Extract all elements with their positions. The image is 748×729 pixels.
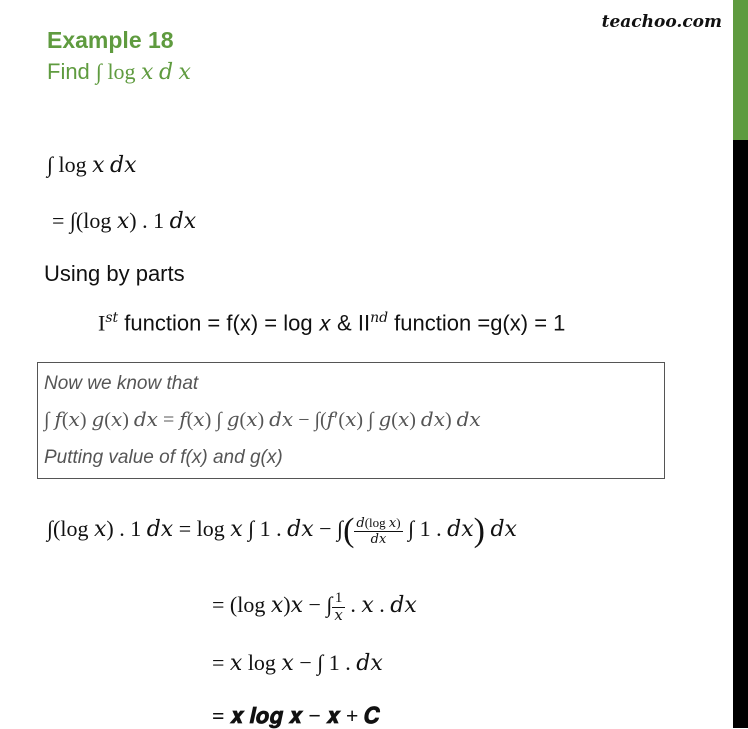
box-intro: Now we know that <box>44 373 199 394</box>
step-1-paren-close: ) <box>473 512 485 549</box>
function-definition <box>98 310 565 336</box>
step-3: = 𝑥 log 𝑥 − ∫ 1 . 𝑑𝑥 <box>212 650 383 675</box>
by-parts-formula: ∫ 𝑓(𝑥) 𝑔(𝑥) 𝑑𝑥 = 𝑓(𝑥) ∫ 𝑔(𝑥) 𝑑𝑥 − ∫(𝑓′(𝑥) ∫ 𝑔(𝑥) 𝑑𝑥) 𝑑𝑥 <box>44 409 481 431</box>
first-func-roman: I <box>98 310 106 336</box>
scroll-accent-bar <box>733 0 748 140</box>
derivative-numerator: 𝑑(log 𝑥) <box>356 515 401 531</box>
reciprocal-numerator: 1 <box>332 590 344 608</box>
final-answer: = 𝒙 𝒍𝒐𝒈 𝒙 − 𝒙 + 𝑪 <box>212 703 380 728</box>
step-1-lhs: ∫(log 𝑥) . 1 𝑑𝑥 = log 𝑥 ∫ 1 . 𝑑𝑥 − ∫ <box>47 516 344 542</box>
derivative-denominator: 𝑑𝑥 <box>370 530 387 546</box>
step-2 <box>212 590 417 624</box>
second-func-sup: 𝑛𝑑 <box>370 311 389 326</box>
step-1 <box>47 512 517 550</box>
first-func-sup: 𝑠𝑡 <box>105 311 119 326</box>
step-1-end: 𝑑𝑥 <box>484 516 517 542</box>
step-2-pre: = (log 𝑥)𝑥 − ∫ <box>212 592 333 618</box>
step-1-rest: ∫ 1 . 𝑑𝑥 <box>402 516 474 542</box>
second-func-text: function =g(x) = 1 <box>388 310 566 336</box>
problem-expression: ∫ log 𝑥 𝑑 𝑥 <box>95 59 191 84</box>
first-func-text: function = f(x) = log 𝑥 & II <box>118 310 371 336</box>
find-word: Find <box>47 59 90 84</box>
example-title: Example 18 <box>47 27 174 53</box>
solution-line-2: = ∫(log 𝑥) . 1 𝑑𝑥 <box>52 208 197 233</box>
derivative-fraction <box>354 516 402 546</box>
brand-logo: teachoo.com <box>601 12 722 32</box>
reciprocal-fraction <box>332 590 344 624</box>
scroll-track[interactable] <box>733 140 748 728</box>
step-2-post: . 𝑥 . 𝑑𝑥 <box>344 592 417 618</box>
reciprocal-denominator: 𝑥 <box>334 607 343 624</box>
problem-statement <box>47 59 191 85</box>
step-1-paren-open: ( <box>343 512 355 549</box>
using-by-parts-label: Using by parts <box>44 261 185 286</box>
box-outro: Putting value of f(x) and g(x) <box>44 447 283 468</box>
solution-line-1: ∫ log 𝑥 𝑑𝑥 <box>47 152 137 177</box>
